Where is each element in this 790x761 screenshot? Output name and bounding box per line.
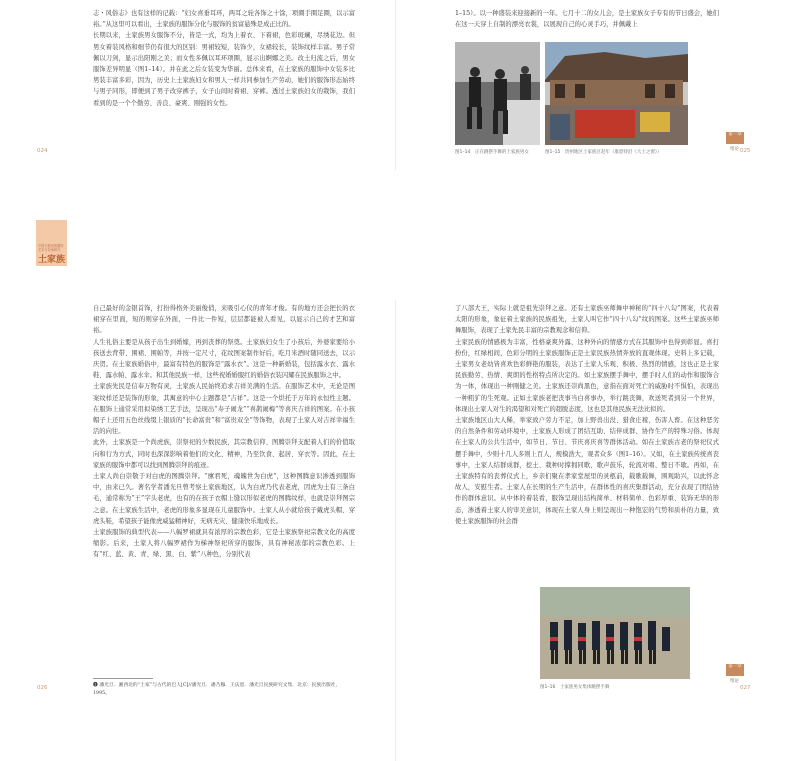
series-logo-title: 土家族 [38, 255, 66, 265]
chapter-tab-025-sub: 绪论 [730, 147, 739, 152]
footnote-026 [93, 682, 355, 698]
chapter-tab-027-sub: 绪论 [730, 679, 739, 684]
photo-fig-1-15 [545, 42, 688, 145]
page-025-body [455, 8, 719, 38]
caption-fig-1-16: 图1–16 土家族男女集体跳摆手舞 [540, 685, 610, 690]
page-026-body [93, 303, 355, 673]
page-025-text: 1–15）。以一种盛装来迎接新的一年。七月十二的女儿会，是土家族女子专有的节日盛会，她们在这一天穿上自制的漂亮衣裳，以展现自己的心灵手巧，并佩戴上 [455, 10, 719, 29]
page-027-body-top [455, 303, 719, 583]
photo-fig-1-16 [540, 587, 690, 679]
page-number-025: 025 [740, 148, 751, 154]
footnote-mark: ❶ [93, 683, 100, 688]
page-026-text: 自己最好的金银首饰，打扮得格外美丽俊俏，来吸引心仪的青年才俊。有的地方还会把长的衣裙穿在里面，短的则穿在外面，一件比一件短，层层都能被人看见，以显示自己的才艺和富裕。 人生礼俗主要是从孩子出生到婚嫁，再到丧葬的祭奠。土家族妇女生了小孩后，外婆家要给小孩送去背带、围裙、围帕等，并按一定尺寸，花纹图案制作好后，吃月米酒时随同送去，以示庆贺。在土家族婚俗中，最富有特色的服饰是“露水衣”。这是一种新婚装，包括露水衣、露水鞋、露水帕、露水伞。和其他民族一样，这些祝婚婚服红的婚俗衣装闪耀在民族服饰之中。 土家族先民是信奉万物有灵，土家族人民始终追求吉祥美满的生活。在服饰艺术中，无论是图案纹样还是装饰的形象，其寓意的中心主题都是“吉祥”。这是一个烘托于万年的永恒性主题。在服饰上通常采用拟染绣工艺手法，呈现出“寿子闹龙”“喜鹊闹梅”等喜庆吉祥的图案。在小孩帽子上还用五色丝线缀上银质的“长命富贵”和“富贵双全”等饰物，表现了土家人对吉祥幸福生活的向往。 此外，土家族是一个尚虎族，崇祭祀的少数民族，其宗教信仰、图腾崇拜支配着人们的价值取向和行为方式，同时也深深影响着他们的文化、精神，乃至饮食、起居、穿衣等。因此，在土家族的服饰中都可以找到图腾崇拜的痕迹。 土家人尚白崇敬于对白虎的图腾崇拜。“廪君死，魂魄世为白虎”，这种图腾意识渗透到服饰中，由来已久。著名学者潘光旦曾考察土家族地区，认为白虎乃代表老虎，因虎为土有三条白毛，通常称为“王”字头老虎，也有的在孩子衣帽上缝以形似老虎的图腾纹样，也就是崇拜图宗之意。在土家族生活中，老虎的形象多显现在儿童服饰中。土家人从小就给孩子戴虎头帽、穿虎头鞋，希望孩子能像虎威猛精神好，无病无灾、健康快乐地成长。 土家族服饰的典型代表——八幅罗裙就具有浓厚的宗教色彩，它是土家族祭祀宗教文化的高度缩影。后来，土家人将八幅罗裙作为梯神祭祀所穿的服饰，具有神秘浓郁的宗教色彩。上有“红、蓝、黄、青、绿、黑、白、紫”八种色，分别代表 [93, 305, 355, 559]
photo-fig-1-14 [455, 42, 540, 145]
series-logo [36, 220, 67, 266]
lower-gutter [395, 300, 396, 761]
page-024-body [93, 8, 355, 143]
series-logo-subtitle: 中国少数民族服饰艺术与传承研究 [38, 244, 64, 252]
footnote-rule [93, 678, 153, 679]
chapter-tab-025-label: 第一章 [728, 132, 742, 137]
caption-fig-1-14: 图1–14 正在跳摆手舞的土家族男女 [455, 150, 529, 155]
page-024-text: 志・风俗志》也有这样的记载：“妇女喜垂耳环，两耳之轮各饰之十馀，项圈手圈足圈，以示富裕。”从这里可以看出，土家族的服饰分化与服饰的贫富悬殊是成正比的。 长期以来，土家族男女服饰不分，皆是一式，均为上着衣、下着裙，色彩斑斓，尽绣花边。但男女着装风格和细节仍有很大的区别：男裙较短，装饰少，女裙较长，装饰纹样丰富。男子常佩以刀剑，显示出阳刚之美；而女性多佩以耳环项圈，显示出婀娜之美。改土归流之后，男女服饰差异明显（图1–14）。并在此之后女装变为华丽。总体来看，在土家族的服饰中女装多比男装丰富多彩，因为，历史上土家族妇女和男人一样共同参加生产劳动，她们的服饰形态始终与男子同形，即便到了男子改穿裤子，女子山间时着裙、穿裤。透过土家族妇女的栽饰，我们看到的是一个个勤劳、善良、豪爽、刚强的女性。 [93, 10, 355, 107]
page-number-027: 027 [740, 685, 751, 691]
chapter-tab-027-label: 第一章 [728, 664, 742, 669]
page-number-026: 026 [37, 685, 48, 691]
upper-gutter [395, 0, 396, 170]
chapter-tab-027 [726, 664, 744, 676]
footnote-text: 潘光旦．湘西北的“土家”与古代的巴人[C]//潘光旦．潘乃穆．王庆恩．潘光旦民族研究文集．北京：民族出版社，1995。 [93, 683, 341, 696]
chapter-tab-025 [726, 132, 744, 144]
caption-fig-1-15: 图1–15 贵州地区土家族过赶年（康恩特沿《大土之窗》） [545, 150, 662, 155]
page-number-024: 024 [37, 148, 48, 154]
page-027-text: 了八部大王，实际上就是祖先崇拜之意。还有土家族巫师舞中神秘的“四十八勾”图案，代表着太阳的形象，象征着土家族的民族祖先，土家人叫它作“四十八勾”纹的图案。这些土家族巫师舞服饰，表现了土家先民丰富的宗教观念和信仰。 土家民族的情感极为丰富，性格豪爽外露，这种外向的情感方式在其服饰中也得到彰显。喜打扮份，红绿相间，色彩分明的土家族服饰正是土家民族热情奔放的直观体现。史料上多记载，土家男女老幼皆喜欢色彩鲜艳的服装，表达了土家人乐观、积极、热烈的情感，这也正是土家民族勤劳、热情、爽朗的性格特点所决定的。如土家族摆手舞中，摆手时人们的动作和服饰合为一体，体现出一种刚健之美。土家族还崇尚黑色，意指在面对死亡的威胁时不惧怕，表现出一种粗犷的生死观。正如土家族老把丧事当白喜事办，举行跳丧舞，欢送死者到另一个世界，体现出土家人对生的渴望和对死亡的超脱态度，这也是其他民族无法比拟的。 土家族地区山大人稀，举家致户劳力不足，加上野兽出没、猎食庄稼、伤害人畜。在这种恶劣的自然条件和劳动环境中，土家族人形成了团结互助、结伴成群、协作生产的特殊习俗。体现在土家人的公共生活中，如节日、节日、节庆喜庆喜等群体活动。如在土家族古老的祭祀仪式摆手舞中，少则十几人多则上百人，规模浩大，观者众多（图1–16）。又如，在土家族传统喜丧事中，土家人结群成群，挖土、栽种时撑拥同歌，歌声鼓乐，轮流对唱、整日不歇。再如，在土家族特有的丧葬仪式上，乡亲们聚在孝家堂屋里的灵柩前，载歌载舞，围观助兴，以此怀念故人，安慰生者。土家人在长期的生产生活中，在群体性的喜庆集群活动，充分表现了团结协作的群体意识。从中体的着装看，服饰呈现出结构简单、材料简单、色彩厚重、装饰无华的形态，渗透着土家人的审美意识，体现在土家人身上则呈现出一种饱宏的气势和质朴的力量，致使土家族服饰的社会群 [455, 305, 719, 525]
